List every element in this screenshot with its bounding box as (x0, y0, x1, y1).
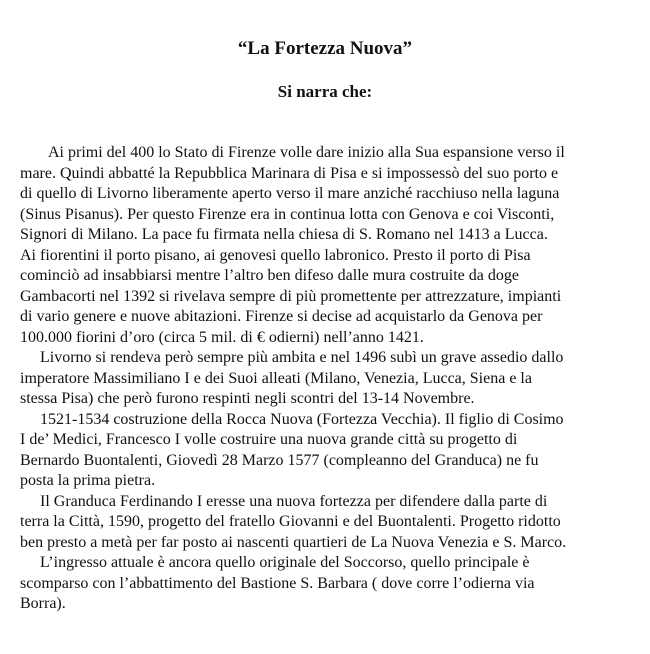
text-line: 1521-1534 costruzione della Rocca Nuova (Fortezza Vecchia). Il figlio di Cosimo (40, 410, 564, 428)
text-line: (Sinus Pisanus). Per questo Firenze era in continua lotta con Genova e coi Visconti, (20, 205, 555, 223)
text-line: posta la prima pietra. (20, 472, 156, 489)
text-line: 100.000 fiorini d’oro (circa 5 mil. di € odierni) nell’anno 1421. (20, 328, 424, 346)
text-line: di vario genere e nuove abitazioni. Firenze si decise ad acquistarlo da Genova per (20, 308, 543, 325)
text-line: Il Granduca Ferdinando I eresse una nuova fortezza per difendere dalla parte di (40, 492, 548, 510)
text-line: Gambacorti nel 1392 si rivelava sempre di più promettente per attrezzature, impianti (20, 287, 562, 305)
text-line: I de’ Medici, Francesco I volle costruire una nuova grande città su progetto di (20, 431, 518, 448)
text-line: Ai fiorentini il porto pisano, ai genovesi quello labronico. Presto il porto di Pisa (20, 246, 531, 264)
text-line: Borra). (20, 595, 66, 612)
text-line: L’ingresso attuale è ancora quello originale del Soccorso, quello principale è (40, 554, 530, 571)
text-line: stessa Pisa) che però furono respinti negli scontri del 13-14 Novembre. (20, 390, 475, 407)
text-line: mare. Quindi abbatté la Repubblica Marinara di Pisa e si impossessò del suo porto e (20, 164, 559, 182)
text-line: terra la Città, 1590, progetto del fratello Giovanni e del Buontalenti. Progetto ridotto (20, 513, 561, 530)
document-body (20, 143, 650, 615)
text-line: Signori di Milano. La pace fu firmata nella chiesa di S. Romano nel 1413 a Lucca. (20, 226, 548, 243)
document-subtitle: Si narra che: (277, 82, 373, 101)
text-line: Ai primi del 400 lo Stato di Firenze volle dare inizio alla Sua espansione verso il (48, 144, 565, 161)
text-line: ben presto a metà per far posto ai nascenti quartieri de La Nuova Venezia e S. Marco. (20, 533, 567, 551)
text-line: imperatore Massimiliano I e dei Suoi alleati (Milano, Venezia, Lucca, Siena e la (20, 369, 532, 387)
text-line: di quello di Livorno liberamente aperto verso il mare anziché racchiuso nella laguna (20, 185, 560, 202)
text-line: Bernardo Buontalenti, Giovedì 28 Marzo 1577 (compleanno del Granduca) ne fu (20, 451, 539, 469)
text-line: scomparso con l’abbattimento del Bastione S. Barbara ( dove corre l’odierna via (20, 574, 535, 592)
text-line: Livorno si rendeva però sempre più ambita e nel 1496 subì un grave assedio dallo (40, 349, 564, 366)
text-line: cominciò ad insabbiarsi mentre l’altro ben difeso dalle mura costruite da doge (20, 267, 519, 284)
document-title: “La Fortezza Nuova” (237, 38, 413, 59)
